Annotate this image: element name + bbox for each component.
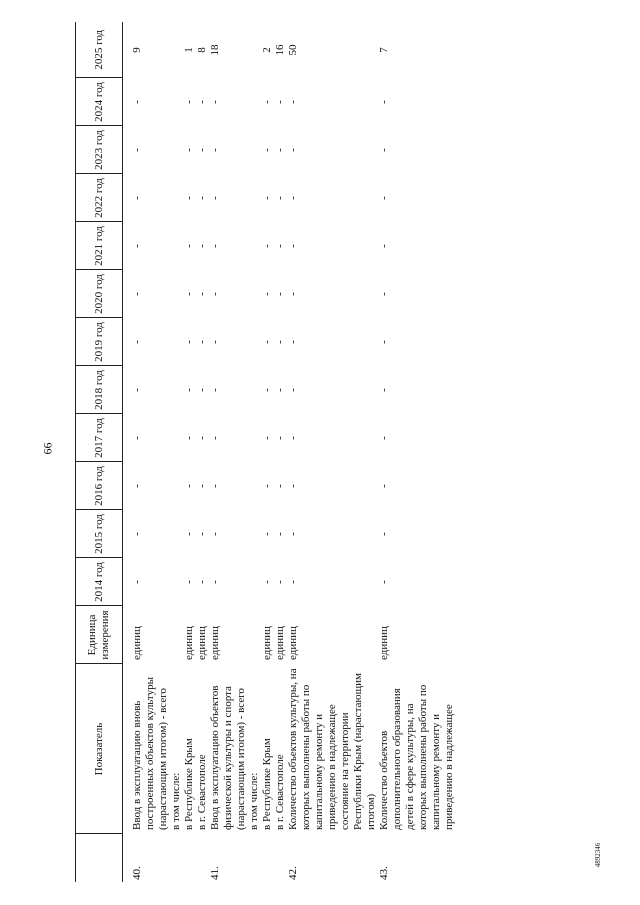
year-value: - (183, 532, 195, 536)
indicator-name: в том числе: (170, 772, 182, 830)
year-value: - (274, 532, 286, 536)
header-cell: 2018 год (76, 366, 123, 414)
year-value: - (209, 532, 221, 536)
year-value: - (183, 196, 195, 200)
year-value: 9 (131, 47, 143, 53)
unit-of-measure: единиц (131, 626, 143, 660)
year-value: - (378, 100, 390, 104)
row-number: 43. (378, 866, 390, 880)
year-value: - (196, 196, 208, 200)
table-row (170, 22, 183, 882)
year-value: - (196, 484, 208, 488)
year-value: - (196, 340, 208, 344)
year-value (248, 174, 261, 222)
table-body (123, 22, 457, 882)
year-value: - (378, 484, 390, 488)
year-value: - (287, 532, 299, 536)
unit-of-measure: единиц (209, 626, 221, 660)
year-value: - (274, 148, 286, 152)
year-value (170, 78, 183, 126)
year-value: - (131, 580, 143, 584)
year-value: - (261, 148, 273, 152)
year-value: 7 (378, 47, 390, 53)
row-number (196, 834, 209, 882)
row-number: 40. (131, 866, 143, 880)
year-value (170, 366, 183, 414)
year-value: - (131, 100, 143, 104)
year-value: - (261, 436, 273, 440)
unit-of-measure: единиц (274, 626, 286, 660)
table-row (123, 22, 171, 882)
row-number (274, 834, 287, 882)
table-row (287, 22, 378, 882)
year-value: - (196, 532, 208, 536)
header-cell: 2022 год (76, 174, 123, 222)
year-value: - (131, 388, 143, 392)
table-row (183, 22, 196, 882)
year-value: - (209, 436, 221, 440)
year-value: - (209, 196, 221, 200)
year-value (170, 558, 183, 606)
year-value: - (196, 292, 208, 296)
indicator-name: в Республике Крым (261, 738, 273, 830)
year-value: - (274, 244, 286, 248)
year-value: - (131, 244, 143, 248)
year-value: - (287, 484, 299, 488)
header-cell: Единица измерения (76, 606, 123, 664)
year-value: - (183, 100, 195, 104)
row-number (170, 834, 183, 882)
year-value: - (196, 100, 208, 104)
year-value: - (261, 244, 273, 248)
year-value: - (209, 292, 221, 296)
year-value: - (274, 484, 286, 488)
year-value (170, 414, 183, 462)
year-value (170, 270, 183, 318)
year-value: - (196, 580, 208, 584)
year-value: - (131, 484, 143, 488)
year-value: - (261, 292, 273, 296)
year-value: - (261, 100, 273, 104)
year-value: - (209, 388, 221, 392)
indicator-name: в г. Севастополе (274, 754, 286, 830)
header-cell: 2025 год (76, 22, 123, 78)
year-value: - (196, 244, 208, 248)
year-value: - (378, 532, 390, 536)
year-value: 16 (274, 44, 286, 56)
table-row (378, 22, 456, 882)
unit-of-measure (248, 606, 261, 664)
table-row (196, 22, 209, 882)
row-number (261, 834, 274, 882)
year-value (248, 22, 261, 78)
indicator-name: Ввод в эксплуатацию вновь построенных объектов культуры (нарастающим итогом) - всего (131, 677, 169, 830)
year-value (248, 414, 261, 462)
year-value: - (209, 340, 221, 344)
year-value: - (131, 292, 143, 296)
year-value: - (274, 580, 286, 584)
table-row (209, 22, 248, 882)
year-value: - (378, 340, 390, 344)
year-value: - (261, 532, 273, 536)
row-number (248, 834, 261, 882)
year-value: - (131, 196, 143, 200)
page-number: 66 (40, 442, 55, 455)
year-value (248, 366, 261, 414)
year-value: - (131, 532, 143, 536)
year-value: - (274, 436, 286, 440)
year-value: - (378, 580, 390, 584)
year-value: - (287, 580, 299, 584)
year-value: - (196, 436, 208, 440)
year-value: - (287, 244, 299, 248)
unit-of-measure (170, 606, 183, 664)
year-value: 18 (209, 44, 221, 56)
header-cell: 2017 год (76, 414, 123, 462)
table-row (248, 22, 261, 882)
year-value: 2 (261, 47, 273, 53)
year-value (170, 462, 183, 510)
year-value (170, 510, 183, 558)
row-number: 41. (209, 866, 221, 880)
year-value: - (183, 388, 195, 392)
year-value: - (183, 244, 195, 248)
indicator-name: в том числе: (248, 772, 260, 830)
year-value: - (183, 484, 195, 488)
year-value: - (287, 100, 299, 104)
year-value: - (378, 292, 390, 296)
year-value (248, 462, 261, 510)
year-value (170, 22, 183, 78)
year-value (248, 222, 261, 270)
year-value (170, 222, 183, 270)
year-value: - (261, 484, 273, 488)
year-value: - (274, 388, 286, 392)
year-value: - (378, 148, 390, 152)
year-value: - (378, 436, 390, 440)
year-value: - (287, 196, 299, 200)
year-value: - (261, 388, 273, 392)
unit-of-measure: единиц (287, 626, 299, 660)
year-value: - (209, 148, 221, 152)
table-row (261, 22, 274, 882)
table-row (274, 22, 287, 882)
indicator-name: в г. Севастополе (196, 754, 208, 830)
year-value: - (183, 580, 195, 584)
year-value: - (261, 340, 273, 344)
header-cell: 2016 год (76, 462, 123, 510)
year-value (170, 126, 183, 174)
year-value (170, 174, 183, 222)
indicator-name: Количество объектов дополнительного образования детей в сфере культуры, на которых выполнены работы по капитальному ремонту и приведению в надлежащее (378, 684, 455, 830)
year-value: 1 (183, 47, 195, 53)
year-value: - (196, 148, 208, 152)
header-cell: Показатель (76, 664, 123, 834)
row-number: 42. (287, 866, 299, 880)
indicator-name: в Республике Крым (183, 738, 195, 830)
year-value: - (209, 484, 221, 488)
year-value: - (131, 436, 143, 440)
year-value: - (261, 196, 273, 200)
year-value: - (183, 340, 195, 344)
year-value (248, 270, 261, 318)
year-value: - (261, 580, 273, 584)
header-cell: 2023 год (76, 126, 123, 174)
year-value: - (274, 100, 286, 104)
year-value: - (196, 388, 208, 392)
row-number (183, 834, 196, 882)
year-value (248, 126, 261, 174)
year-value: - (183, 148, 195, 152)
unit-of-measure: единиц (183, 626, 195, 660)
year-value: 50 (287, 44, 299, 56)
year-value: 8 (196, 47, 208, 53)
year-value: - (131, 148, 143, 152)
year-value (248, 78, 261, 126)
year-value: - (287, 148, 299, 152)
year-value: - (287, 388, 299, 392)
year-value: - (378, 388, 390, 392)
indicator-name: Количество объектов культуры, на которых выполнены работы по капитальному ремонту и приведению в надлежащее состояние на территории Республики Крым (нарастающим итогом) (287, 668, 377, 830)
year-value: - (274, 292, 286, 296)
header-cell: 2021 год (76, 222, 123, 270)
rotated-table-container (75, 22, 620, 882)
year-value: - (274, 340, 286, 344)
year-value (248, 558, 261, 606)
table-header-row (76, 22, 123, 882)
header-cell: 2020 год (76, 270, 123, 318)
indicator-name: Ввод в эксплуатацию объектов физической культуры и спорта (нарастающим итогом) - всего (209, 685, 247, 830)
year-value: - (287, 436, 299, 440)
document-code: 4892346 (594, 842, 602, 868)
year-value: - (209, 100, 221, 104)
year-value: - (287, 292, 299, 296)
header-cell: 2024 год (76, 78, 123, 126)
year-value: - (287, 340, 299, 344)
unit-of-measure: единиц (378, 626, 390, 660)
year-value: - (131, 340, 143, 344)
unit-of-measure: единиц (196, 626, 208, 660)
year-value (248, 510, 261, 558)
year-value: - (378, 196, 390, 200)
year-value: - (183, 292, 195, 296)
year-value: - (378, 244, 390, 248)
header-cell: 2019 год (76, 318, 123, 366)
header-cell: 2014 год (76, 558, 123, 606)
indicators-table (75, 22, 456, 882)
header-cell: 2015 год (76, 510, 123, 558)
year-value: - (274, 196, 286, 200)
year-value (248, 318, 261, 366)
year-value: - (209, 580, 221, 584)
header-cell-number (76, 834, 123, 882)
year-value: - (183, 436, 195, 440)
year-value (170, 318, 183, 366)
unit-of-measure: единиц (261, 626, 273, 660)
year-value: - (209, 244, 221, 248)
